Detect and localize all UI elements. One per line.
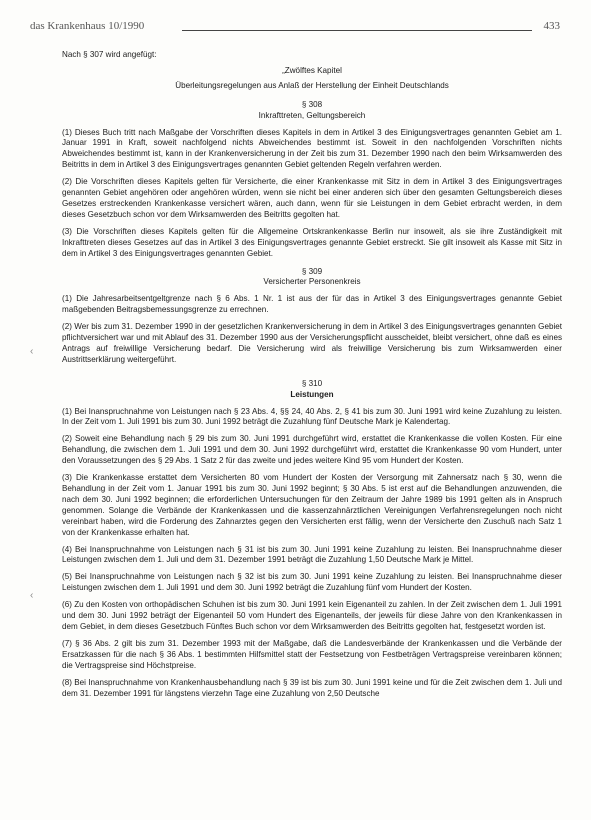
margin-mark-icon: ‹ [30, 346, 34, 357]
section-310-paragraph-8: (8) Bei Inanspruchnahme von Krankenhausbehandlung nach § 39 ist bis zum 30. Juni 1991 keine und für die Zeit zwischen dem 1. Juli und dem 31. Dezember 1991 für längstens vierzehn Tage eine Zuzahlung von 2,50 Deutsche [62, 677, 562, 698]
section-310-paragraph-4: (4) Bei Inanspruchnahme von Leistungen nach § 31 ist bis zum 30. Juni 1991 keine Zuzahlung zu leisten. Bei Inanspruchnahme dieser Leistungen zwischen dem 1. Juli und dem 31. Dezember 1991 beträgt die Zuzahlung 1,50 Deutsche Mark je Mittel. [62, 544, 562, 565]
section-308-paragraph-3: (3) Die Vorschriften dieses Kapitels gelten für die Allgemeine Ortskrankenkasse Berlin nur insoweit, als sie ihre Zuständigkeit mit Inkrafttreten dieses Gesetzes auf das in Artikel 3 des Einigungsvertrages genannte Gebiet erstreckt. Sie gilt insoweit als Kasse mit Sitz in dem in Artikel 3 des Einigungsvertrages genannten Gebiet. [62, 226, 562, 258]
intro-text: Nach § 307 wird angefügt: [62, 50, 157, 59]
section-310-paragraph-3: (3) Die Krankenkasse erstattet dem Versicherten 80 vom Hundert der Kosten der Versorgung mit Zahnersatz nach § 30, wenn die Behandlung in der Zeit vom 1. Januar 1991 bis zum 30. Juni 1992 beginnt; § 30 Abs. 5 ist erst auf die Behandlungen anzuwenden, die nach dem 30. Juni 1992 beginnen; die erforderlichen Untersuchungen für den Zeitraum der Jahre 1989 bis 1991 gelten als in Anspruch genommen. Solange die Verbände der Krankenkassen und die kassenzahnärztlichen Vereinigungen Verfahrensregelungen noch nicht vereinbart haben, wird die Forderung des Zahnarztes gegen den Versicherten erst fällig, wenn der Versicherte den Zuschuß nach Satz 1 von der Krankenkasse erhalten hat. [62, 473, 562, 537]
chapter-title: „Zwölftes Kapitel [282, 65, 342, 75]
document-body [62, 50, 562, 705]
section-308-title: Inkrafttreten, Geltungsbereich [258, 110, 366, 120]
chapter-subtitle: Überleitungsregelungen aus Anlaß der Herstellung der Einheit Deutschlands [175, 80, 449, 90]
section-309-paragraph-1: (1) Die Jahresarbeitsentgeltgrenze nach § 6 Abs. 1 Nr. 1 ist aus der für das in Artikel 3 des Einigungsvertrages genannte Gebiet maßgebenden Beitragsbemessungsgrenze zu errechnen. [62, 294, 562, 315]
margin-mark-icon: ‹ [30, 590, 34, 601]
section-310-paragraph-2: (2) Soweit eine Behandlung nach § 29 bis zum 30. Juni 1991 durchgeführt wird, erstattet die Krankenkasse die vollen Kosten. Für eine Behandlung, die zwischen dem 1. Juli 1991 und dem 30. Juni 1992 durchgeführt wird, erstattet die Krankenkasse 90 vom Hundert, unter den Voraussetzungen des § 29 Abs. 1 Satz 2 für das zweite und jedes weitere Kind 95 vom Hundert der Kosten. [62, 434, 562, 466]
running-header [30, 20, 560, 36]
section-310-heading: § 310 [301, 378, 323, 388]
section-309-title: Versicherter Personenkreis [263, 277, 361, 287]
section-308-paragraph-1: (1) Dieses Buch tritt nach Maßgabe der Vorschriften dieses Kapitels in dem in Artikel 3 des Einigungsvertrages genannten Gebiet am 1. Januar 1991 in Kraft, soweit nachfolgend nichts Abweichendes bestimmt ist. Soweit in den nachfolgenden Vorschriften nichts Abweichendes bestimmt ist, kann in der Krankenversicherung in der Zeit bis zum 31. Dezember 1990 nach den beim Wirksamwerden des Beitritts in dem in Artikel 3 des Einigungsvertrages genannten Gebiet geltenden Regeln verfahren werden. [62, 127, 562, 170]
page-number: 433 [543, 20, 560, 32]
section-310-title: Leistungen [290, 389, 334, 399]
section-308-paragraph-2: (2) Die Vorschriften dieses Kapitels gelten für Versicherte, die einer Krankenkasse mit Sitz in dem in Artikel 3 des Einigungsvertrages genannten Gebiet angehören oder angehören würden, wenn sie nicht bei einer anderen sich über den gesamten Geltungsbereich dieses Gesetzes erstreckenden Krankenkasse versichert wären, auch dann, wenn für sie Leistungen in dem Gebiet erbracht werden, in dem dieses Gesetzbuch schon vor dem Wirksamwerden des Beitritts gegolten hat. [62, 177, 562, 219]
section-309-paragraph-2: (2) Wer bis zum 31. Dezember 1990 in der gesetzlichen Krankenversicherung in dem in Artikel 3 des Einigungsvertrages genannten Gebiet pflichtversichert war und mit Ablauf des 31. Dezember 1990 aus der Versicherungspflicht ausscheidet, bleibt versichert, ohne daß es eines Antrags auf freiwillige Versicherung bedarf. Die Versicherung wird als freiwillige Versicherung bis zum Wirksamwerden einer Austrittserklärung weitergeführt. [62, 322, 562, 364]
section-309-heading: § 309 [301, 266, 323, 276]
journal-title: das Krankenhaus 10/1990 [30, 20, 145, 32]
section-310-paragraph-1: (1) Bei Inanspruchnahme von Leistungen nach § 23 Abs. 4, §§ 24, 40 Abs. 2, § 41 bis zum 30. Juni 1991 wird keine Zuzahlung zu leisten. In der Zeit vom 1. Juli 1991 bis zum 30. Juni 1992 beträgt die Zuzahlung fünf Deutsche Mark je Kalendertag. [62, 406, 562, 427]
header-rule [182, 30, 532, 31]
section-310-paragraph-7: (7) § 36 Abs. 2 gilt bis zum 31. Dezember 1993 mit der Maßgabe, daß die Landesverbände der Krankenkassen und die Verbände der Ersatzkassen für die nach § 36 Abs. 1 bestimmten Hilfsmittel statt der Festsetzung von Festbeträgen Vertragspreise vereinbaren können; die Vertragspreise sind Höchstpreise. [62, 638, 562, 670]
section-310-paragraph-6: (6) Zu den Kosten von orthopädischen Schuhen ist bis zum 30. Juni 1991 kein Eigenanteil zu zahlen. In der Zeit zwischen dem 1. Juli 1991 und dem 30. Juni 1992 beträgt der Eigenanteil 50 vom Hundert des Eigenanteils, der jeweils für diese Jahre von den Krankenkassen in dem Gebiet, in dem dieses Gesetzbuch Fünftes Buch schon vor dem Wirksamwerden des Beitritts gegolten hat, festgesetzt worden ist. [62, 600, 562, 631]
section-310-paragraph-5: (5) Bei Inanspruchnahme von Leistungen nach § 32 ist bis zum 30. Juni 1991 keine Zuzahlung zu leisten. Bei Inanspruchnahme dieser Leistungen zwischen dem 1. Juli 1991 und dem 30. Juni 1992 beträgt die Zuzahlung fünf vom Hundert der Kosten. [62, 572, 562, 593]
section-308-heading: § 308 [301, 99, 323, 109]
